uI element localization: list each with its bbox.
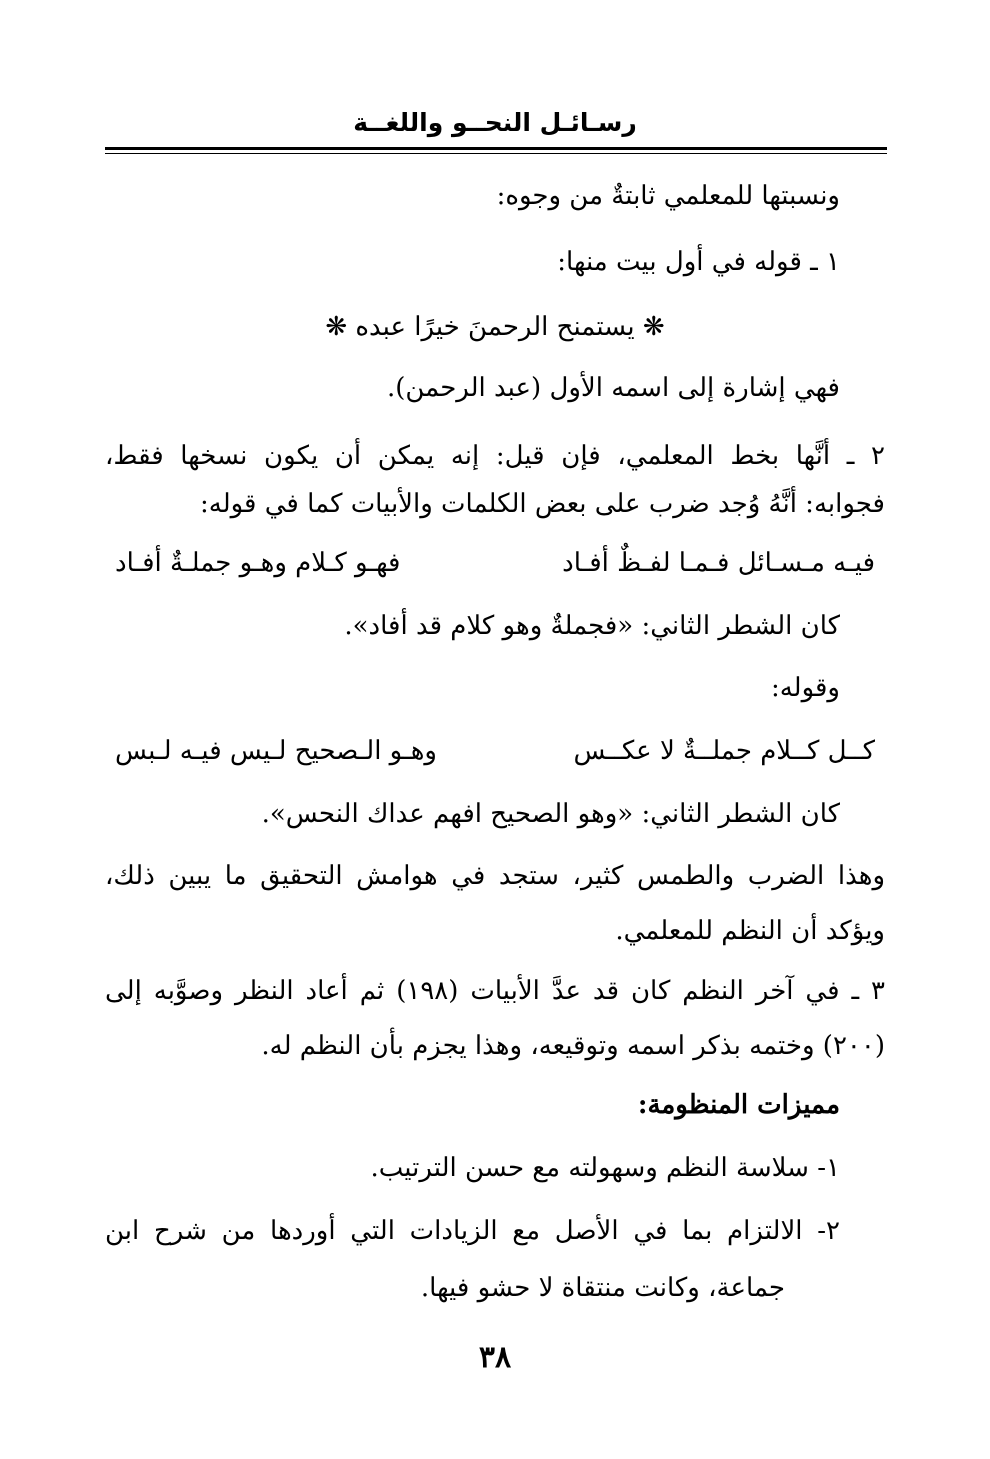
paragraph-line: ويؤكد أن النظم للمعلمي.	[615, 916, 885, 946]
header-rule-thick	[105, 147, 887, 150]
running-header: رسـائـل النحــو واللغــة	[353, 108, 637, 137]
page-number: ٣٨	[478, 1340, 512, 1375]
list-item: ٢- الالتزام بما في الأصل مع الزيادات التي أوردها من شرح ابن	[105, 1216, 840, 1246]
paragraph-line: ١ ـ قوله في أول بيت منها:	[557, 247, 840, 277]
verse-row-1	[115, 545, 875, 581]
paragraph-line: وقوله:	[770, 673, 840, 703]
verse-row-2	[115, 733, 875, 769]
paragraph-line: كان الشطر الثاني: «فجملةٌ وهو كلام قد أفاد».	[344, 611, 840, 641]
list-item: ١- سلاسة النظم وسهولته مع حسن الترتيب.	[370, 1153, 840, 1183]
paragraph-line: ونسبتها للمعلمي ثابتةٌ من وجوه:	[496, 181, 840, 211]
paragraph-line: فجوابه: أنَّهُ وُجد ضرب على بعض الكلمات والأبيات كما في قوله:	[200, 489, 885, 519]
section-heading: مميزات المنظومة:	[637, 1090, 840, 1120]
paragraph-line: (٢٠٠) وختمه بذكر اسمه وتوقيعه، وهذا يجزم بأن النظم له.	[261, 1031, 885, 1061]
verse-quote: ❋ يستمنح الرحمنَ خيرًا عبده ❋	[325, 312, 665, 342]
paragraph-line: وهذا الضرب والطمس كثير، ستجد في هوامش التحقيق ما يبين ذلك،	[105, 861, 885, 891]
header-rule-thin	[105, 153, 887, 154]
paragraph-line: فهي إشارة إلى اسمه الأول (عبد الرحمن).	[386, 373, 840, 403]
verse-hemistich-first: كــل كــلام جملــةٌ لا عكــس	[573, 736, 875, 766]
paragraph-line: كان الشطر الثاني: «وهو الصحيح افهم عداك النحس».	[261, 799, 840, 829]
paragraph-line: ٢ ـ أنَّها بخط المعلمي، فإن قيل: إنه يمكن أن يكون نسخها فقط،	[105, 441, 885, 471]
paragraph-line: ٣ ـ في آخر النظم كان قد عدَّ الأبيات (١٩٨) ثم أعاد النظر وصوَّبه إلى	[105, 976, 886, 1006]
verse-hemistich-first: فيـه مـسـائل فـمـا لفـظٌ أفـاد	[562, 548, 875, 578]
list-item-continuation: جماعة، وكانت منتقاة لا حشو فيها.	[420, 1273, 785, 1303]
verse-hemistich-second: فهـو كـلام وهـو جملـةٌ أفـاد	[115, 548, 401, 578]
verse-hemistich-second: وهـو الـصحيح لـيس فيـه لـبس	[115, 736, 437, 766]
